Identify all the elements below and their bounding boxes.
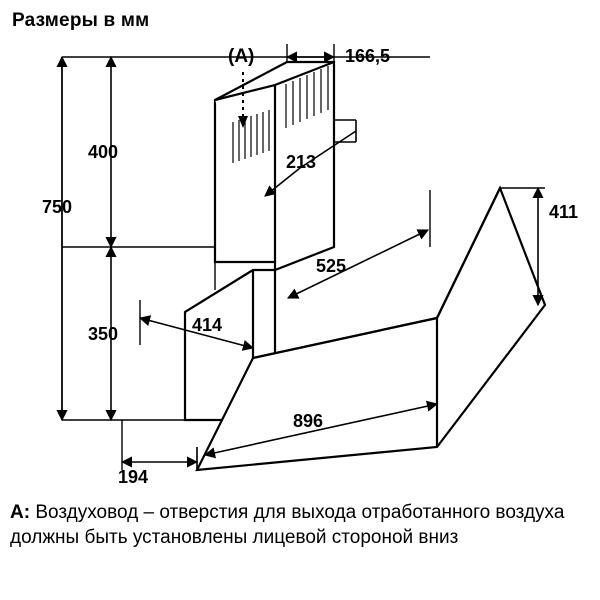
dim-body-depth: 194 xyxy=(117,467,149,487)
dim-glass-width: 896 xyxy=(293,411,324,431)
dim-glass-height: 411 xyxy=(549,202,579,222)
dim-chimney-height: 400 xyxy=(88,142,119,162)
dim-body-width: 414 xyxy=(192,315,223,335)
dim-body-height: 350 xyxy=(88,324,119,344)
dim-chimney-width: 166,5 xyxy=(345,46,391,66)
callout-a-label: (A) xyxy=(228,46,255,67)
dim-total-height: 750 xyxy=(42,197,73,217)
dim-body-top-depth: 525 xyxy=(316,256,347,276)
footnote xyxy=(10,500,592,550)
dim-chimney-depth: 213 xyxy=(286,152,317,172)
page-title: Размеры в мм xyxy=(12,10,150,31)
footnote-marker: A: xyxy=(10,502,31,523)
product-outline xyxy=(185,62,545,470)
footnote-text: Воздуховод – отверстия для выхода отработанного воздуха должны быть установлены лицевой стороной вниз xyxy=(10,502,565,548)
